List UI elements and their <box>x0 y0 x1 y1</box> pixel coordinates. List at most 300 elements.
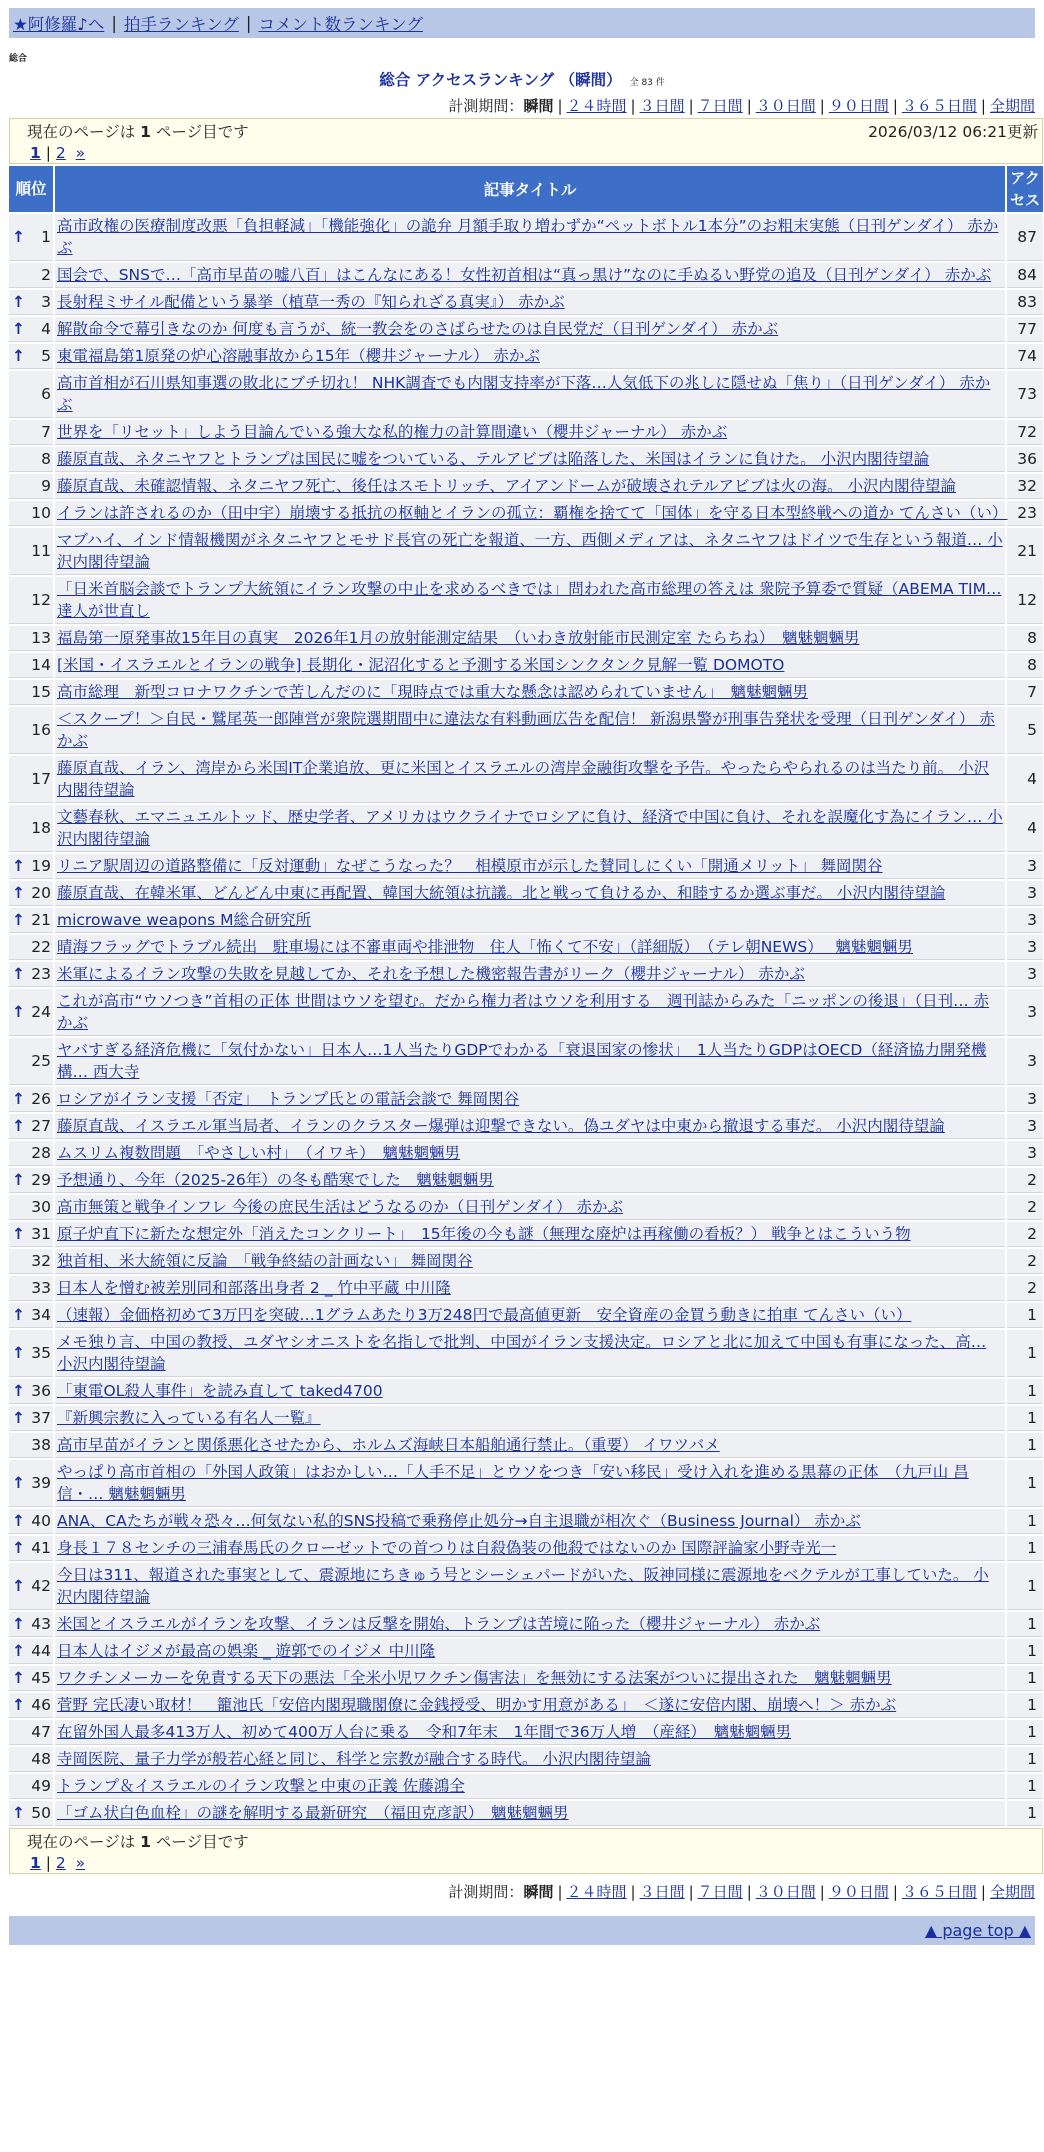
title-cell <box>55 501 1008 526</box>
access-count: 2 <box>1007 1222 1043 1247</box>
access-count: 36 <box>1007 447 1043 472</box>
table-row <box>9 214 1043 261</box>
access-count: 3 <box>1007 1087 1043 1112</box>
period-link[interactable]: ３日間 <box>639 97 685 115</box>
article-link[interactable]: 菅野 完氏凄い取材！ 籠池氏「安倍内閣現職閣僚に金銭授受、明かす用意がある」 ＜遂に安倍内閣、崩壊へ！＞ 赤かぶ <box>57 1696 897 1714</box>
title-cell <box>55 1720 1005 1745</box>
table-row <box>9 577 1043 624</box>
access-column-header: アクセス <box>1007 166 1043 212</box>
title-cell <box>55 1222 1005 1247</box>
access-count: 83 <box>1007 290 1043 315</box>
rank-cell <box>9 1379 53 1404</box>
table-row <box>9 881 1043 906</box>
article-link[interactable]: 独首相、米大統領に反論 「戦争終結の計画ない」 舞岡関谷 <box>57 1252 473 1270</box>
rank-number: 44 <box>31 1642 51 1660</box>
top-nav-bar <box>9 8 1035 38</box>
rank-number: 34 <box>31 1306 51 1324</box>
rank-cell <box>9 263 53 288</box>
title-cell <box>55 577 1005 624</box>
period-link[interactable]: ３０日間 <box>755 1883 816 1901</box>
article-link[interactable]: microwave weapons M総合研究所 <box>57 911 311 929</box>
article-link[interactable]: 米国とイスラエルがイランを攻撃、イランは反撃を開始、トランプは苦境に陥った（櫻井ジャーナル） 赤かぶ <box>57 1615 821 1633</box>
next-page-link[interactable]: » <box>75 1854 86 1872</box>
access-count: 2 <box>1007 1195 1043 1220</box>
title-cell <box>55 447 1005 472</box>
article-link[interactable]: 『新興宗教に入っている有名人一覧』 <box>57 1409 321 1427</box>
title-cell <box>55 881 1005 906</box>
access-count: 1 <box>1007 1747 1043 1772</box>
table-row <box>9 1406 1043 1431</box>
title-cell <box>55 1114 1005 1139</box>
title-column-header: 記事タイトル <box>55 166 1005 212</box>
rank-up-arrow-icon: ↑ <box>12 1804 25 1822</box>
access-count: 5 <box>1007 707 1043 754</box>
ranking-heading <box>0 68 1044 90</box>
rank-cell <box>9 1222 53 1247</box>
rank-number: 13 <box>31 629 51 647</box>
title-cell <box>55 1801 1005 1826</box>
page-top-link[interactable]: ▲ page top ▲ <box>924 1921 1031 1940</box>
rank-number: 22 <box>31 938 51 956</box>
article-link[interactable]: 東電福島第1原発の炉心溶融事故から15年（櫻井ジャーナル） 赤かぶ <box>57 347 540 365</box>
article-link[interactable]: 福島第一原発事故15年目の真実 2026年1月の放射能測定結果 （いわき放射能市民測定室 たらちね） 魑魅魍魎男 <box>57 629 860 647</box>
applause-ranking-link[interactable]: 拍手ランキング <box>123 15 239 34</box>
access-count: 74 <box>1007 344 1043 369</box>
table-row <box>9 501 1043 526</box>
article-link[interactable]: 高市政権の医療制度改悪「負担軽減」「機能強化」の詭弁 月額手取り増わずか“ペットボトル1本分”のお粗末実態（日刊ゲンダイ） 赤かぶ <box>57 217 999 257</box>
article-link[interactable]: ヤバすぎる経済危機に「気付かない」日本人…1人当たりGDPでわかる「衰退国家の惨状」 1人当たりGDPはOECD（経済協力開発機構… 西大寺 <box>57 1041 987 1081</box>
rank-number: 37 <box>31 1409 51 1427</box>
access-count: 2 <box>1007 1276 1043 1301</box>
title-cell <box>55 528 1005 575</box>
access-count: 1 <box>1007 1303 1043 1328</box>
rank-number: 25 <box>31 1052 51 1070</box>
access-count: 3 <box>1007 989 1043 1036</box>
article-link[interactable]: 藤原直哉、イスラエル軍当局者、イランのクラスター爆弾は迎撃できない。偽ユダヤは中東から撤退する事だ。 小沢内閣待望論 <box>57 1117 945 1135</box>
rank-number: 31 <box>31 1225 51 1243</box>
rank-up-arrow-icon: ↑ <box>12 1615 25 1633</box>
article-link[interactable]: 藤原直哉、イラン、湾岸から米国IT企業追放、更に米国とイスラエルの湾岸金融街攻撃を予告。やったらやられるのは当たり前。 小沢内閣待望論 <box>57 759 990 799</box>
article-link[interactable]: 解散命令で幕引きなのか 何度も言うが、統一教会をのさばらせたのは自民党だ（日刊ゲンダイ） 赤かぶ <box>57 320 779 338</box>
access-count: 1 <box>1007 1509 1043 1534</box>
access-count: 3 <box>1007 935 1043 960</box>
rank-number: 42 <box>31 1577 51 1595</box>
table-row <box>9 1774 1043 1799</box>
page-status: 現在のページは 1 ページ目です <box>27 123 249 141</box>
rank-up-arrow-icon: ↑ <box>12 911 25 929</box>
title-cell <box>55 962 1005 987</box>
article-link[interactable]: メモ独り言、中国の教授、ユダヤシオニストを名指しで批判、中国がイラン支援決定。ロシアと北に加えて中国も有事になった、高… 小沢内閣待望論 <box>57 1333 987 1373</box>
article-link[interactable]: 晴海フラッグでトラブル続出 駐車場には不審車両や排泄物 住人「怖くて不安」（詳細版） （テレ朝NEWS） 魑魅魍魎男 <box>57 938 913 956</box>
rank-up-arrow-icon: ↑ <box>12 1382 25 1400</box>
rank-number: 19 <box>31 857 51 875</box>
table-row <box>9 1379 1043 1404</box>
access-count: 1 <box>1007 1379 1043 1404</box>
period-link[interactable]: ２４時間 <box>566 1883 627 1901</box>
article-link[interactable]: 藤原直哉、在韓米軍、どんどん中東に再配置、韓国大統領は抗議。北と戦って負けるか、和睦するか選ぶ事だ。 小沢内閣待望論 <box>57 884 946 902</box>
period-link[interactable]: ２４時間 <box>566 97 627 115</box>
rank-cell <box>9 1249 53 1274</box>
title-cell <box>55 680 1005 705</box>
rank-cell <box>9 1433 53 1458</box>
rank-up-arrow-icon: ↑ <box>12 1642 25 1660</box>
article-link[interactable]: （速報）金価格初めて3万円を突破…1グラムあたり3万248円で最高値更新 安全資産の金買う動きに拍車 てんさい（い） <box>57 1306 912 1324</box>
article-link[interactable]: 「東電OL殺人事件」を読み直して taked4700 <box>57 1382 383 1400</box>
rank-up-arrow-icon: ↑ <box>12 347 25 365</box>
rank-cell <box>9 1303 53 1328</box>
rank-number: 17 <box>31 770 51 788</box>
rank-up-arrow-icon: ↑ <box>12 1344 25 1362</box>
rank-number: 35 <box>31 1344 51 1362</box>
table-row <box>9 1249 1043 1274</box>
table-row <box>9 1693 1043 1718</box>
title-cell <box>55 908 1005 933</box>
rank-up-arrow-icon: ↑ <box>12 857 25 875</box>
rank-number: 9 <box>41 477 51 495</box>
table-row <box>9 344 1043 369</box>
table-row <box>9 263 1043 288</box>
article-link[interactable]: 高市総理 新型コロナワクチンで苦しんだのに「現時点では重大な懸念は認められていません」 魑魅魍魎男 <box>57 683 808 701</box>
access-count: 23 <box>1007 501 1043 526</box>
access-count: 12 <box>1007 577 1043 624</box>
rank-cell <box>9 908 53 933</box>
period-separator: | <box>892 97 898 115</box>
rank-up-arrow-icon: ↑ <box>12 1003 25 1021</box>
table-row <box>9 1433 1043 1458</box>
rank-number: 32 <box>31 1252 51 1270</box>
rank-cell <box>9 935 53 960</box>
rank-cell <box>9 1330 53 1377</box>
access-count: 1 <box>1007 1693 1043 1718</box>
page-info-bottom <box>9 1828 1043 1874</box>
access-count: 8 <box>1007 626 1043 651</box>
period-selector-top <box>0 95 1035 116</box>
table-row <box>9 653 1043 678</box>
rank-number: 50 <box>31 1804 51 1822</box>
title-cell <box>55 1249 1005 1274</box>
article-link[interactable]: 長射程ミサイル配備という暴挙（植草一秀の『知られざる真実』） 赤かぶ <box>57 293 565 311</box>
access-count: 1 <box>1007 1666 1043 1691</box>
article-link[interactable]: 藤原直哉、未確認情報、ネタニヤフ死亡、後任はスモトリッチ、アイアンドームが破壊されテルアビブは火の海。 小沢内閣待望論 <box>57 477 956 495</box>
title-cell <box>55 1774 1005 1799</box>
rank-number: 46 <box>31 1696 51 1714</box>
article-link[interactable]: 文藝春秋、エマニュエルトッド、歴史学者、アメリカはウクライナでロシアに負け、経済で中国に負け、それを誤魔化す為にイラン… 小沢内閣待望論 <box>57 808 1003 848</box>
title-cell <box>55 989 1005 1036</box>
article-link[interactable]: ANA、CAたちが戦々恐々…何気ない私的SNS投稿で乗務停止処分→自主退職が相次ぐ（Business Journal） 赤かぶ <box>57 1512 861 1530</box>
period-separator: | <box>980 97 986 115</box>
article-link[interactable]: 予想通り、今年（2025-26年）の冬も酷寒でした 魑魅魍魎男 <box>57 1171 494 1189</box>
article-link[interactable]: 世界を「リセット」しよう目論んでいる強大な私的権力の計算間違い（櫻井ジャーナル） 赤かぶ <box>57 423 728 441</box>
period-link[interactable]: ７日間 <box>697 97 743 115</box>
period-current: 瞬間 <box>523 1883 554 1901</box>
article-link[interactable]: ロシアがイラン支援「否定」 トランプ氏との電話会談で 舞岡関谷 <box>57 1090 520 1108</box>
access-count: 73 <box>1007 371 1043 418</box>
rank-number: 10 <box>31 504 51 522</box>
rank-cell <box>9 317 53 342</box>
rank-number: 21 <box>31 911 51 929</box>
table-row <box>9 1222 1043 1247</box>
rank-number: 15 <box>31 683 51 701</box>
title-cell <box>55 1563 1005 1610</box>
table-row <box>9 1720 1043 1745</box>
rank-number: 43 <box>31 1615 51 1633</box>
table-row <box>9 707 1043 754</box>
article-link[interactable]: 高市首相が石川県知事選の敗北にブチ切れ！ NHK調査でも内閣支持率が下落…人気低下の兆しに隠せぬ「焦り」（日刊ゲンダイ） 赤かぶ <box>57 374 991 414</box>
title-cell <box>55 805 1005 852</box>
page-2-link[interactable]: 2 <box>55 144 66 162</box>
rank-cell <box>9 371 53 418</box>
rank-number: 8 <box>41 450 51 468</box>
article-link[interactable]: 今日は311、報道された事実として、震源地にちきゅう号とシーシェパードがいた、阪神同様に震源地をベクテルが工事していた。 小沢内閣待望論 <box>57 1566 989 1606</box>
article-link[interactable]: 日本人はイジメが最高の娯楽 _ 遊郭でのイジメ 中川隆 <box>57 1642 436 1660</box>
rank-cell <box>9 989 53 1036</box>
title-cell <box>55 344 1005 369</box>
rank-cell <box>9 214 53 261</box>
comment-ranking-link[interactable]: コメント数ランキング <box>258 15 423 34</box>
title-cell <box>55 1460 1005 1507</box>
next-page-link[interactable]: » <box>75 144 86 162</box>
title-cell <box>55 1747 1005 1772</box>
article-link[interactable]: ムスリム複数問題 「やさしい村」 （イワキ） 魑魅魍魎男 <box>57 1144 461 1162</box>
table-row <box>9 447 1043 472</box>
article-link[interactable]: 身長１７８センチの三浦春馬氏のクローゼットでの首つりは自殺偽装の他殺ではないのか 国際評論家小野寺光一 <box>57 1539 837 1557</box>
rank-cell <box>9 528 53 575</box>
access-count: 3 <box>1007 881 1043 906</box>
article-link[interactable]: 藤原直哉、ネタニヤフとトランプは国民に嘘をついている、テルアビブは陥落した、米国はイランに負けた。 小沢内閣待望論 <box>57 450 930 468</box>
rank-number: 16 <box>31 721 51 739</box>
rank-number: 48 <box>31 1750 51 1768</box>
table-row <box>9 935 1043 960</box>
table-row <box>9 908 1043 933</box>
title-cell <box>55 474 1005 499</box>
rank-cell <box>9 577 53 624</box>
access-count: 3 <box>1007 1141 1043 1166</box>
title-cell <box>55 290 1005 315</box>
home-link[interactable]: ★阿修羅♪へ <box>13 15 105 34</box>
rank-cell <box>9 1276 53 1301</box>
access-count: 1 <box>1007 1406 1043 1431</box>
rank-cell <box>9 474 53 499</box>
table-row <box>9 854 1043 879</box>
rank-up-arrow-icon: ↑ <box>12 1696 25 1714</box>
table-row <box>9 1563 1043 1610</box>
page-1-link[interactable]: 1 <box>30 144 41 162</box>
rank-up-arrow-icon: ↑ <box>12 293 25 311</box>
title-cell <box>55 1168 1005 1193</box>
rank-up-arrow-icon: ↑ <box>12 1225 25 1243</box>
title-cell <box>55 1141 1005 1166</box>
rank-up-arrow-icon: ↑ <box>12 1512 25 1530</box>
article-link[interactable]: やっぱり高市首相の「外国人政策」はおかしい…「人手不足」とウソをつき「安い移民」受け入れを進める黒幕の正体 （九戸山 昌信・… 魑魅魍魎男 <box>57 1463 969 1503</box>
article-link[interactable]: 米軍によるイラン攻撃の失敗を見越してか、それを予想した機密報告書がリーク（櫻井ジャーナル） 赤かぶ <box>57 965 805 983</box>
article-link[interactable]: トランプ＆イスラエルのイラン攻撃と中東の正義 佐藤鴻全 <box>57 1777 465 1795</box>
title-cell <box>55 1303 1005 1328</box>
title-cell <box>55 1276 1005 1301</box>
rank-cell <box>9 1639 53 1664</box>
article-link[interactable]: リニア駅周辺の道路整備に「反対運動」なぜこうなった？ 相模原市が示した賛同しにくい「開通メリット」 舞岡関谷 <box>57 857 883 875</box>
title-cell <box>55 1087 1005 1112</box>
table-header <box>9 166 1043 212</box>
rank-number: 7 <box>41 423 51 441</box>
period-separator: | <box>557 1883 563 1901</box>
period-link[interactable]: ３６５日間 <box>901 97 977 115</box>
title-cell <box>55 1433 1005 1458</box>
title-cell <box>55 1379 1005 1404</box>
period-separator: | <box>688 97 694 115</box>
access-count: 77 <box>1007 317 1043 342</box>
rank-cell <box>9 626 53 651</box>
rank-cell <box>9 1563 53 1610</box>
table-row <box>9 1536 1043 1561</box>
access-count: 2 <box>1007 1168 1043 1193</box>
article-link[interactable]: [米国・イスラエルとイランの戦争] 長期化・泥沼化すると予測する米国シンクタンク見解一覧 DOMOTO <box>57 656 785 674</box>
period-current: 瞬間 <box>523 97 554 115</box>
title-cell <box>55 420 1005 445</box>
rank-number: 47 <box>31 1723 51 1741</box>
pager-bottom: 1 | 2 » <box>30 1854 86 1872</box>
table-row <box>9 805 1043 852</box>
table-row <box>9 1114 1043 1139</box>
page-info-top <box>9 118 1043 164</box>
rank-cell <box>9 680 53 705</box>
title-cell <box>55 1038 1005 1085</box>
period-separator: | <box>980 1883 986 1901</box>
access-count: 3 <box>1007 962 1043 987</box>
rank-up-arrow-icon: ↑ <box>12 1117 25 1135</box>
rank-cell <box>9 1038 53 1085</box>
access-count: 1 <box>1007 1563 1043 1610</box>
article-link[interactable]: 在留外国人最多413万人、初めて400万人台に乗る 令和7年末 1年間で36万人増 （産経） 魑魅魍魎男 <box>57 1723 792 1741</box>
article-link[interactable]: ワクチンメーカーを免責する天下の悪法「全米小児ワクチン傷害法」を無効にする法案がついに提出された 魑魅魍魎男 <box>57 1669 892 1687</box>
rank-number: 1 <box>41 228 51 246</box>
rank-cell <box>9 290 53 315</box>
article-link[interactable]: 寺岡医院、量子力学が般若心経と同じ、科学と宗教が融合する時代。 小沢内閣待望論 <box>57 1750 651 1768</box>
rank-number: 23 <box>31 965 51 983</box>
rank-cell <box>9 805 53 852</box>
period-separator: | <box>746 1883 752 1901</box>
rank-up-arrow-icon: ↑ <box>12 1577 25 1595</box>
access-count: 1 <box>1007 1720 1043 1745</box>
access-count: 4 <box>1007 805 1043 852</box>
rank-number: 26 <box>31 1090 51 1108</box>
rank-cell <box>9 501 53 526</box>
rank-number: 29 <box>31 1171 51 1189</box>
table-row <box>9 626 1043 651</box>
rank-cell <box>9 1801 53 1826</box>
title-cell <box>55 263 1005 288</box>
period-link[interactable]: ３日間 <box>639 1883 685 1901</box>
rank-number: 38 <box>31 1436 51 1454</box>
rank-cell <box>9 1693 53 1718</box>
table-row <box>9 1330 1043 1377</box>
page-1-link[interactable]: 1 <box>30 1854 41 1872</box>
access-count: 21 <box>1007 528 1043 575</box>
table-row <box>9 1639 1043 1664</box>
rank-cell <box>9 1536 53 1561</box>
title-cell <box>55 1612 1005 1637</box>
article-link[interactable]: マブハイ、インド情報機関がネタニヤフとモサド長官の死亡を報道、一方、西側メディアは、ネタニヤフはドイツで生存という報道… 小沢内閣待望論 <box>57 531 1003 571</box>
period-link[interactable]: ７日間 <box>697 1883 743 1901</box>
access-count: 3 <box>1007 1114 1043 1139</box>
article-link[interactable]: 国会で、SNSで…「高市早苗の嘘八百」はこんなにある！女性初首相は“真っ黒け”なのに手ぬるい野党の追及（日刊ゲンダイ） 赤かぶ <box>57 266 992 284</box>
table-row <box>9 1168 1043 1193</box>
period-link[interactable]: 全期間 <box>989 1883 1035 1901</box>
access-count: 8 <box>1007 653 1043 678</box>
title-cell <box>55 1693 1005 1718</box>
period-link[interactable]: ９０日間 <box>828 97 889 115</box>
access-count: 3 <box>1007 908 1043 933</box>
period-separator: | <box>688 1883 694 1901</box>
pager-top: 1 | 2 » <box>30 144 86 162</box>
period-label: 計測期間： <box>448 97 524 115</box>
rank-up-arrow-icon: ↑ <box>12 320 25 338</box>
category-label: 総合 <box>9 54 28 64</box>
rank-cell <box>9 1168 53 1193</box>
rank-up-arrow-icon: ↑ <box>12 1669 25 1687</box>
rank-cell <box>9 1406 53 1431</box>
rank-cell <box>9 1141 53 1166</box>
rank-up-arrow-icon: ↑ <box>12 884 25 902</box>
table-row <box>9 1460 1043 1507</box>
article-link[interactable]: 「ゴム状白色血栓」の謎を解明する最新研究 （福田克彦訳） 魑魅魍魎男 <box>57 1804 569 1822</box>
access-count: 1 <box>1007 1330 1043 1377</box>
period-link[interactable]: ３０日間 <box>755 97 816 115</box>
access-count: 1 <box>1007 1536 1043 1561</box>
title-cell <box>55 1666 1005 1691</box>
article-link[interactable]: 「日米首脳会談でトランプ大統領にイラン攻撃の中止を求めるべきでは」問われた高市総理の答えは 衆院予算委で質疑（ABEMA TIM… 達人が世直し <box>57 580 1002 620</box>
table-row <box>9 1747 1043 1772</box>
rank-cell <box>9 1720 53 1745</box>
updated-timestamp: 2026/03/12 06:21更新 <box>868 123 1038 141</box>
rank-number: 36 <box>31 1382 51 1400</box>
table-row <box>9 317 1043 342</box>
title-cell <box>55 626 1005 651</box>
rank-cell <box>9 1460 53 1507</box>
period-link[interactable]: 全期間 <box>989 97 1035 115</box>
period-link[interactable]: ３６５日間 <box>901 1883 977 1901</box>
rank-number: 5 <box>41 347 51 365</box>
article-link[interactable]: 高市無策と戦争インフレ 今後の庶民生活はどうなるのか（日刊ゲンダイ） 赤かぶ <box>57 1198 623 1216</box>
rank-number: 2 <box>41 266 51 284</box>
rank-number: 6 <box>41 385 51 403</box>
rank-number: 41 <box>31 1539 51 1557</box>
rank-number: 24 <box>31 1003 51 1021</box>
rank-number: 27 <box>31 1117 51 1135</box>
article-link[interactable]: ＜スクープ！＞自民・鷲尾英一郎陣営が衆院選期間中に違法な有料動画広告を配信！ 新潟県警が刑事告発状を受理（日刊ゲンダイ） 赤かぶ <box>57 710 995 750</box>
period-link[interactable]: ９０日間 <box>828 1883 889 1901</box>
article-link[interactable]: イランは許されるのか（田中宇）崩壊する抵抗の枢軸とイランの孤立：覇権を捨てて「国体」を守る日本型終戦への道か てんさい（い） <box>57 504 1008 522</box>
article-link[interactable]: これが高市“ウソつき”首相の正体 世間はウソを望む。だから権力者はウソを利用する 週刊誌からみた「ニッポンの後退」（日刊… 赤かぶ <box>57 992 990 1032</box>
title-cell <box>55 1406 1005 1431</box>
period-separator: | <box>557 97 563 115</box>
access-count: 1 <box>1007 1774 1043 1799</box>
table-row <box>9 1509 1043 1534</box>
article-link[interactable]: 高市早苗がイランと関係悪化させたから、ホルムズ海峡日本船舶通行禁止。（重要） イワツバメ <box>57 1436 720 1454</box>
page-2-link[interactable]: 2 <box>55 1854 66 1872</box>
rank-cell <box>9 1509 53 1534</box>
article-link[interactable]: 日本人を憎む被差別同和部落出身者 2 _ 竹中平蔵 中川隆 <box>57 1279 451 1297</box>
nav-separator: | <box>111 13 117 33</box>
title-cell <box>55 756 1005 803</box>
title-cell <box>55 1330 1005 1377</box>
table-row <box>9 680 1043 705</box>
rank-cell <box>9 854 53 879</box>
table-row <box>9 528 1043 575</box>
rank-cell <box>9 653 53 678</box>
rank-number: 40 <box>31 1512 51 1530</box>
footer-bar <box>9 1916 1035 1945</box>
article-link[interactable]: 原子炉直下に新たな想定外「消えたコンクリート」 15年後の今も謎（無理な廃炉は再稼働の看板？） 戦争とはこういう物 <box>57 1225 911 1243</box>
